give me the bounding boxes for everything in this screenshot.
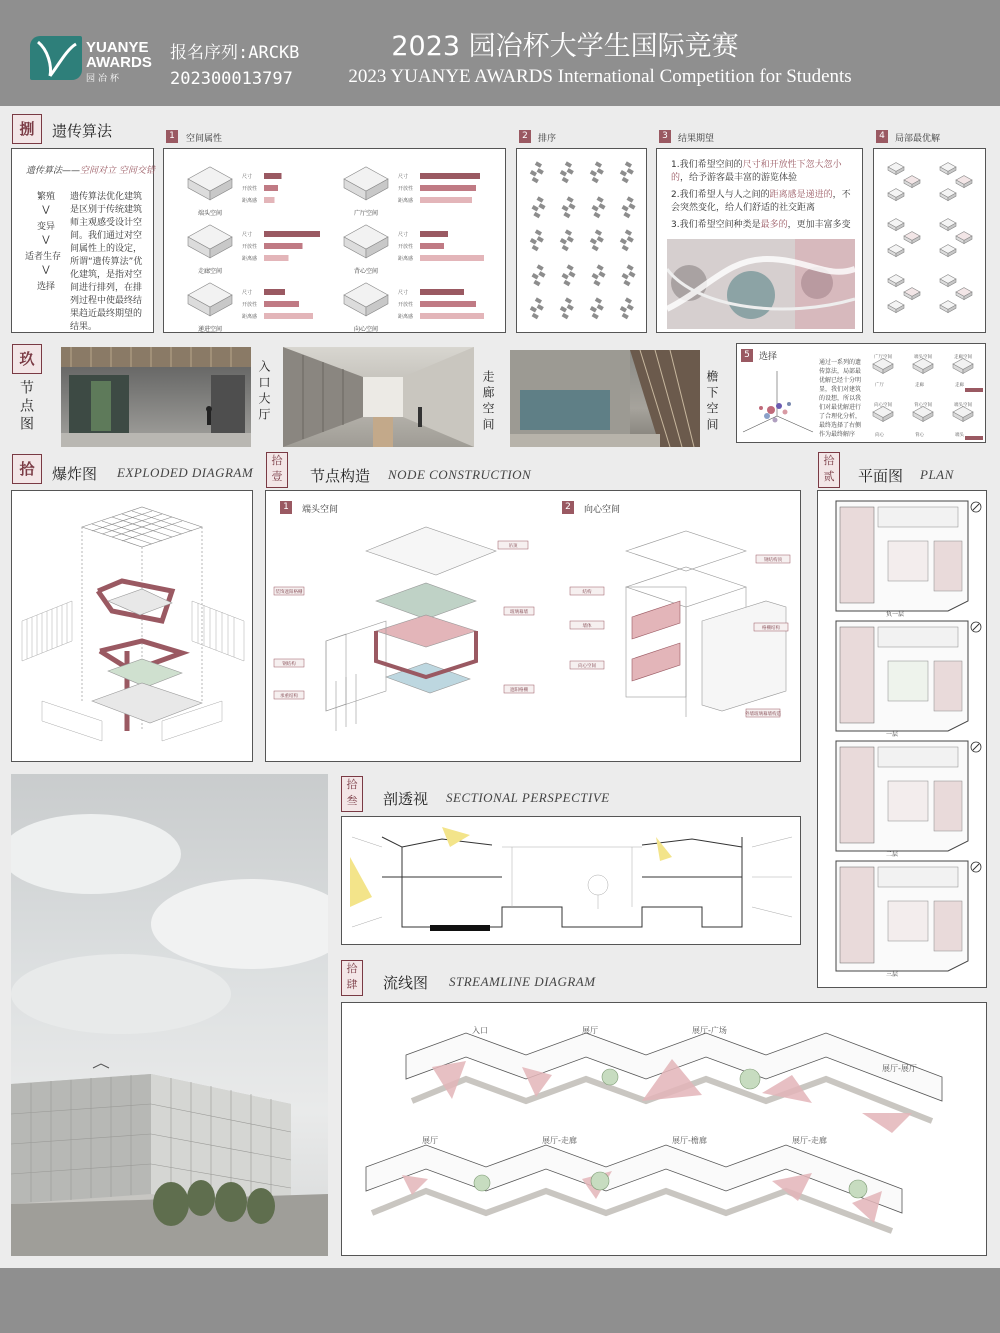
stream-bottom-label-1: 展厅 [422,1136,438,1145]
sequence-mark [567,236,574,242]
eave-render [510,350,700,447]
tag-section: 拾叁 [341,776,363,812]
selection-space-label-b: 背心空间 [914,403,932,408]
node-construction-graphic [266,491,802,763]
photo-entrance-hall [61,347,251,447]
selection-marker [965,436,983,440]
floor-plans-graphic [818,491,988,989]
sequence-mark [597,236,604,242]
construction-title: 节点构造 [310,467,371,485]
sub1-title: 空间属性 [186,134,223,144]
sequence-mark [595,161,602,167]
sequence-mark [592,313,599,319]
attribute-bar [264,197,275,203]
exploded-diagram-graphic [12,491,254,763]
e1-b: 尺寸和开放性下忽大忽小的 [671,160,842,183]
tag-plan: 拾贰 [818,452,840,488]
sequence-mark [537,304,544,310]
step-3: 适者生存 [24,252,61,262]
sequence-mark [592,177,599,183]
construction-callout-label: 外墙玻璃幕墙构造 [745,712,781,717]
registration [170,40,299,92]
sub4-num: 4 [876,130,888,143]
step-2: 变异 [36,222,55,232]
e2-b: 距离感是递进的 [769,190,833,200]
sorting-graphic [517,149,648,334]
sequence-mark [622,273,629,279]
sequence-mark [593,280,600,286]
stream-top-label-3: 展厅-广场 [692,1026,727,1035]
sequence-mark [627,168,634,174]
sequence-mark [538,271,545,277]
step-1: 繁殖 [36,192,55,202]
sequence-mark [620,170,627,176]
sectional-perspective-graphic [342,817,802,946]
genetic-title: 遗传算法 [52,122,113,140]
streamline-title: 流线图 [383,974,429,992]
construction-title-en: NODE CONSTRUCTION [388,467,532,482]
genetic-intro-head [26,165,156,178]
logo-text-line1: YUANYE [86,39,149,56]
sequence-mark [627,196,634,202]
section-panel [341,816,801,945]
sequence-mark [598,271,605,277]
plan-room [888,781,928,821]
sequence-mark [622,245,629,251]
construction-callout-label: 钢结构 [282,662,296,667]
photo-corridor [283,347,474,447]
section-title-en: SECTIONAL PERSPECTIVE [446,790,610,805]
e3-b: 最多的 [760,220,788,230]
sorting-panel [516,148,647,333]
sequence-mark [563,212,570,218]
attribute-bar [264,173,282,179]
plan-title: 平面图 [858,467,904,485]
e3-a: 3.我们希望空间种类是 [671,220,761,230]
stream-top-label-2: 展厅 [582,1026,598,1035]
sequence-mark [592,273,599,279]
label-entrance-hall: 入口大厅 [257,360,271,424]
sequence-mark [592,245,599,251]
sequence-mark [530,170,537,176]
sequence-mark [623,280,630,286]
bar-label: 尺寸 [242,232,253,238]
sequence-mark [537,236,544,242]
selection-space-label: 广厅空间 [874,355,892,360]
attribute-bar [420,185,476,191]
attribute-bar [264,231,320,237]
stream-top-label-1: 入口 [472,1026,488,1035]
intro-head-text: 遗传算法—— [26,166,81,176]
plan-room [840,747,874,843]
north-arrow-needle [973,504,979,510]
sub5-num: 5 [741,349,753,362]
reg-label: 报名序列:ARCKB [170,43,300,63]
construction-callout-label: 吊顶 [508,544,518,549]
selection-row-label: 走廊 [915,383,924,388]
selection-space-label: 端头空间 [914,355,932,360]
sub2-num: 2 [519,130,531,143]
logo-swoosh-icon [30,36,82,80]
sequence-mark [532,245,539,251]
label-corridor: 走廊空间 [481,370,495,434]
sub1-num: 1 [166,130,178,143]
logo-mark [30,36,82,80]
sequence-mark [590,170,597,176]
sequence-mark [622,313,629,319]
floor-label-1f: 一层 [886,731,899,738]
attribute-bar [420,301,476,307]
sequence-mark [562,177,569,183]
step-arrow-icon: ⋁ [42,235,50,245]
sequence-mark [560,306,567,312]
attribute-bar [420,243,444,249]
plan-room [888,661,928,701]
sequence-mark [532,313,539,319]
bar-label: 尺寸 [242,290,253,296]
plan-room [888,541,928,581]
selection-text: 通过一系列的遗传算法，局部最优解已经十分明显，我们对建筑的设想，所以我们对最优解进行了合理化分析，最终选择了右侧作为最终解序 [819,359,862,438]
selection-sequence-graphic [865,350,985,442]
construction-callout-label: 遮阳格栅 [510,688,528,693]
attribute-bar [264,185,278,191]
bar-label: 距离感 [242,314,258,320]
bar-label: 尺寸 [398,174,409,180]
sequence-mark [532,205,539,211]
sequence-mark [567,168,574,174]
sequence-mark [538,203,545,209]
exploded-title: 爆炸图 [52,465,98,483]
intro-accent-text: 空间对立 空间交错 [80,166,155,176]
bar-label: 距离感 [242,256,258,262]
tag-node: 玖 [12,344,42,374]
floor-label-b1: 负一层 [886,611,905,618]
title-en: 2023 YUANYE AWARDS International Competition for Students [348,66,852,87]
sub5-title: 选择 [759,352,778,362]
floor-label-3f: 三层 [886,971,899,978]
expectation-panel [656,148,863,333]
sequence-mark [535,229,542,235]
streamline-diagram-graphic [342,1003,988,1257]
space-name-label: 递进空间 [197,326,223,333]
north-arrow-icon [971,502,981,512]
north-arrow-needle [973,624,979,630]
sequence-mark [535,161,542,167]
sequence-mark [568,203,575,209]
plan-room [934,901,962,951]
attribute-bar [264,243,303,249]
selection-row-label: 广厅 [875,383,884,388]
construction-panel [265,490,801,762]
genetic-steps [24,191,62,294]
attribute-bar [264,255,289,261]
stream-top-label-4: 展厅-展厅 [882,1064,917,1073]
sequence-mark [627,304,634,310]
tag-streamline: 拾肆 [341,960,363,996]
attribute-bar [264,313,313,319]
exploded-panel [11,490,253,762]
sequence-mark [627,264,634,270]
tag-exploded: 拾 [12,454,42,484]
node-side-label: 节点图 [18,380,34,434]
sequence-mark [563,280,570,286]
sequence-mark [625,297,632,303]
sequence-mark [567,304,574,310]
sequence-mark [622,177,629,183]
plan-room [840,627,874,723]
north-arrow-needle [973,744,979,750]
e1-c: ，给予游客最丰富的游览体验 [680,173,798,183]
label-eave: 檐下空间 [705,370,719,434]
north-arrow-icon [971,742,981,752]
plan-panel [817,490,987,988]
sequence-mark [530,306,537,312]
sequence-mark [565,161,572,167]
selection-space-label-b: 端头空间 [954,403,972,408]
sequence-mark [597,168,604,174]
sequence-mark [537,196,544,202]
north-arrow-icon [971,622,981,632]
bar-label: 开放性 [242,244,258,250]
exterior-rendering [11,774,328,1256]
plan-room [878,507,958,527]
sequence-mark [595,229,602,235]
step-arrow-icon: ⋁ [42,205,50,215]
stream-bottom-label-3: 展厅-檐廊 [672,1136,707,1145]
sub2-title: 排序 [538,134,557,144]
plan-room [840,867,874,963]
bar-label: 开放性 [398,302,414,308]
expectation-1 [671,159,857,185]
construction-callout-label: 玻璃幕墙 [510,610,528,615]
stream-bottom-label-2: 展厅-走廊 [542,1136,577,1145]
logo-sub: 园冶杯 [86,74,123,84]
construction-part2-num: 2 [562,501,574,514]
local-optimum-panel [873,148,986,333]
streamline-panel [341,1002,987,1256]
bar-label: 距离感 [242,198,258,204]
plan-title-en: PLAN [920,467,954,482]
bar-label: 尺寸 [398,290,409,296]
space-name-label: 背心空间 [353,268,379,275]
north-arrow-needle [973,864,979,870]
sequence-mark [623,212,630,218]
plan-room [878,627,958,647]
attribute-bar [420,289,464,295]
bar-label: 开放性 [398,186,414,192]
streamline-title-en: STREAMLINE DIAGRAM [449,974,596,989]
sequence-mark [627,236,634,242]
reg-number: 202300013797 [170,69,293,89]
e2-a: 2.我们希望人与人之间的 [671,190,770,200]
plan-room [934,781,962,831]
step-arrow-icon: ⋁ [42,265,50,275]
sequence-mark [590,306,597,312]
stream-bottom-label-4: 展厅-走廊 [792,1136,827,1145]
space-name-label: 走廊空间 [197,268,223,275]
e2-c: ，不会突然变化，给人们舒适的社交距离 [671,190,851,213]
attribute-bar [264,301,299,307]
plan-room [878,747,958,767]
e1-a: 1.我们希望空间的 [671,160,743,170]
bar-label: 开放性 [242,302,258,308]
sub4-title: 局部最优解 [895,134,941,144]
sequence-mark [620,238,627,244]
bar-label: 距离感 [398,314,414,320]
space-name-label: 广厅空间 [353,210,379,217]
sub3-title: 结果期望 [678,134,715,144]
sequence-mark [530,238,537,244]
construction-part1-title: 端头空间 [302,505,339,515]
tag-construction: 拾壹 [266,452,288,488]
selection-marker [965,388,983,392]
construction-callout-label: 钢结构顶 [764,558,782,563]
sequence-mark [597,304,604,310]
selection-row-label: 端头 [955,433,964,438]
construction-callout-label: 墙体 [582,624,592,629]
selection-panel [736,343,986,443]
exterior-rendering-graphic [11,774,328,1256]
sequence-mark [590,238,597,244]
north-arrow-icon [971,862,981,872]
corridor-render [283,347,474,447]
sequence-mark [532,177,539,183]
photo-eave [510,350,700,447]
sequence-mark [568,271,575,277]
tag-genetic: 捌 [12,114,42,144]
sequence-mark [565,297,572,303]
sequence-mark [562,313,569,319]
plan-room [840,507,874,603]
sequence-mark [625,229,632,235]
genetic-intro-panel [11,148,154,333]
sequence-mark [567,264,574,270]
step-4: 选择 [36,282,55,292]
sequence-mark [628,203,635,209]
space-attributes-panel [163,148,506,333]
space-name-label: 向心空间 [353,326,379,333]
selection-scatter-graphic [741,366,815,440]
construction-part1-num: 1 [280,501,292,514]
sequence-mark [567,196,574,202]
attribute-bar [420,313,484,319]
sequence-mark [622,205,629,211]
sequence-mark [533,212,540,218]
plan-room [934,661,962,711]
genetic-body: 遗传算法优化建筑是区别于传统建筑师主观感受设计空间。我们通过对空间属性上的设定，所谓“遗传算法”优化建筑，是指对空间进行排列，在排列过程中使最终结果趋近最终期望的结果。 [70,192,143,332]
expectation-illustration [667,239,855,329]
bar-label: 开放性 [242,186,258,192]
bar-label: 距离感 [398,198,414,204]
plan-room [888,901,928,941]
floor-label-2f: 二层 [886,851,899,858]
selection-space-label-b: 向心空间 [874,403,892,408]
expectation-2 [671,189,857,215]
title-cn: 2023 园冶杯大学生国际竞赛 [391,31,739,62]
sequence-mark [537,168,544,174]
section-title: 剖透视 [383,790,429,808]
sequence-mark [593,212,600,218]
sequence-mark [597,196,604,202]
selection-space-label: 走廊空间 [954,355,972,360]
construction-callout-label: 向心空间 [578,664,596,669]
plan-room [878,867,958,887]
sequence-mark [565,229,572,235]
construction-callout-label: 格栅结构 [762,626,780,631]
selection-row-label: 走廊 [955,383,964,388]
bar-label: 开放性 [398,244,414,250]
sequence-mark [560,238,567,244]
expectation-3 [671,219,857,232]
sequence-mark [597,264,604,270]
attribute-bar [420,173,480,179]
logo-text-line2: AWARDS [86,54,152,71]
construction-callout-label: 承重结构 [280,694,298,699]
bar-label: 尺寸 [398,232,409,238]
bar-label: 距离感 [398,256,414,262]
construction-callout-label: 结构 [582,590,592,595]
attribute-bar [264,289,285,295]
sequence-mark [562,245,569,251]
sequence-mark [537,264,544,270]
sequence-mark [560,170,567,176]
sequence-mark [628,271,635,277]
sequence-mark [533,280,540,286]
sequence-mark [625,161,632,167]
attribute-bar [420,197,472,203]
space-name-label: 端头空间 [197,210,223,217]
space-attributes-graphic [164,149,507,334]
attribute-bar [420,255,484,261]
selection-row-label: 向心 [875,433,884,438]
bar-label: 尺寸 [242,174,253,180]
sequence-mark [620,306,627,312]
sequence-mark [532,273,539,279]
selection-row-label: 背心 [915,433,924,438]
sequence-mark [562,273,569,279]
logo-text [86,40,152,70]
plan-room [934,541,962,591]
sequence-mark [535,297,542,303]
sequence-mark [592,205,599,211]
sequence-mark [595,297,602,303]
sequence-mark [562,205,569,211]
construction-callout-label: 装饰遮阳格栅 [275,590,303,595]
e3-c: ，更加丰富多变 [787,220,851,230]
attribute-bar [420,231,448,237]
footer-bar [0,1268,1000,1333]
construction-part2-title: 向心空间 [584,505,621,515]
sub3-num: 3 [659,130,671,143]
local-optimum-graphic [874,149,987,334]
sequence-mark [598,203,605,209]
entrance-hall-render [61,347,251,447]
exploded-title-en: EXPLODED DIAGRAM [117,465,254,480]
